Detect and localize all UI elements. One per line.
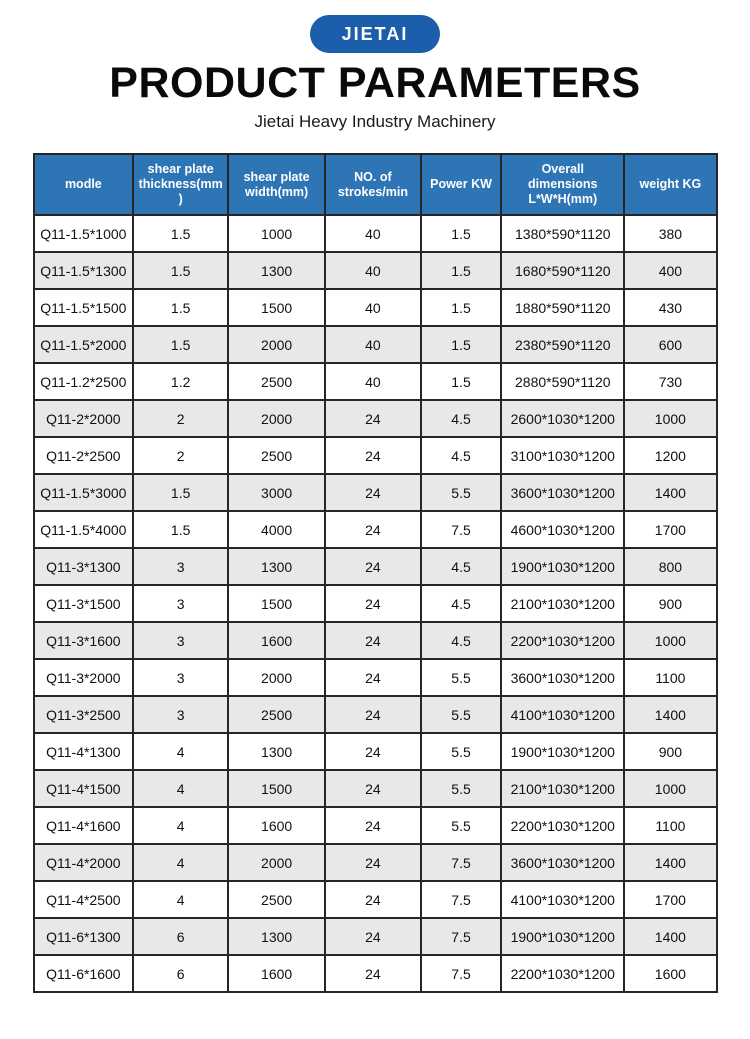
table-cell: 2500 xyxy=(228,696,325,733)
table-cell: 3 xyxy=(133,659,228,696)
page-title: PRODUCT PARAMETERS xyxy=(109,59,641,107)
table-cell: 7.5 xyxy=(421,881,502,918)
table-cell: 1.5 xyxy=(421,252,502,289)
table-cell: 1.5 xyxy=(421,363,502,400)
table-cell: Q11-1.5*4000 xyxy=(34,511,134,548)
table-cell: 24 xyxy=(325,659,421,696)
table-cell: 4.5 xyxy=(421,437,502,474)
table-cell: 1000 xyxy=(624,622,716,659)
table-row xyxy=(34,289,717,326)
table-cell: 1380*590*1120 xyxy=(501,215,624,252)
table-cell: 730 xyxy=(624,363,716,400)
table-cell: 1100 xyxy=(624,659,716,696)
header-cell-3: NO. of strokes/min xyxy=(325,154,421,215)
table-cell: 1.5 xyxy=(133,252,228,289)
table-cell: Q11-4*1300 xyxy=(34,733,134,770)
table-cell: 24 xyxy=(325,622,421,659)
table-cell: 24 xyxy=(325,437,421,474)
table-cell: Q11-4*1500 xyxy=(34,770,134,807)
table-cell: 4.5 xyxy=(421,548,502,585)
table-cell: 24 xyxy=(325,918,421,955)
table-cell: 380 xyxy=(624,215,716,252)
table-cell: Q11-4*2000 xyxy=(34,844,134,881)
table-cell: 1.5 xyxy=(421,215,502,252)
table-cell: 24 xyxy=(325,474,421,511)
table-cell: 600 xyxy=(624,326,716,363)
table-cell: 24 xyxy=(325,807,421,844)
table-cell: 1900*1030*1200 xyxy=(501,918,624,955)
table-cell: 4.5 xyxy=(421,400,502,437)
table-cell: 4100*1030*1200 xyxy=(501,696,624,733)
table-cell: 1200 xyxy=(624,437,716,474)
table-cell: 1.5 xyxy=(133,326,228,363)
table-cell: 4.5 xyxy=(421,622,502,659)
brand-badge xyxy=(310,15,440,53)
table-cell: 430 xyxy=(624,289,716,326)
table-cell: 4 xyxy=(133,807,228,844)
table-cell: 2600*1030*1200 xyxy=(501,400,624,437)
table-cell: 3 xyxy=(133,585,228,622)
table-cell: 2 xyxy=(133,437,228,474)
table-cell: Q11-3*1500 xyxy=(34,585,134,622)
table-cell: 1400 xyxy=(624,696,716,733)
table-cell: 4 xyxy=(133,881,228,918)
table-cell: Q11-3*1600 xyxy=(34,622,134,659)
table-cell: 4600*1030*1200 xyxy=(501,511,624,548)
table-cell: 40 xyxy=(325,252,421,289)
table-cell: 2100*1030*1200 xyxy=(501,585,624,622)
table-cell: Q11-1.5*3000 xyxy=(34,474,134,511)
table-cell: 3 xyxy=(133,548,228,585)
header-cell-0: modle xyxy=(34,154,134,215)
table-body xyxy=(34,215,717,992)
table-cell: 1900*1030*1200 xyxy=(501,733,624,770)
table-row xyxy=(34,955,717,992)
table-cell: 24 xyxy=(325,844,421,881)
table-row xyxy=(34,622,717,659)
table-cell: 3100*1030*1200 xyxy=(501,437,624,474)
table-row xyxy=(34,918,717,955)
table-cell: 3600*1030*1200 xyxy=(501,659,624,696)
table-cell: 40 xyxy=(325,215,421,252)
table-cell: 7.5 xyxy=(421,955,502,992)
table-cell: 900 xyxy=(624,585,716,622)
table-row xyxy=(34,215,717,252)
table-row xyxy=(34,363,717,400)
table-cell: 24 xyxy=(325,881,421,918)
table-cell: 2380*590*1120 xyxy=(501,326,624,363)
table-cell: Q11-3*2500 xyxy=(34,696,134,733)
table-cell: 2000 xyxy=(228,659,325,696)
table-cell: 24 xyxy=(325,511,421,548)
table-cell: 4 xyxy=(133,733,228,770)
table-cell: 24 xyxy=(325,585,421,622)
table-cell: 900 xyxy=(624,733,716,770)
table-header-row xyxy=(34,154,717,215)
parameters-table xyxy=(33,153,718,993)
table-cell: 6 xyxy=(133,955,228,992)
table-cell: 1300 xyxy=(228,548,325,585)
table-cell: 2200*1030*1200 xyxy=(501,622,624,659)
table-cell: 2880*590*1120 xyxy=(501,363,624,400)
table-cell: 5.5 xyxy=(421,770,502,807)
table-cell: 4.5 xyxy=(421,585,502,622)
table-cell: 2500 xyxy=(228,881,325,918)
table-cell: 24 xyxy=(325,696,421,733)
table-cell: 7.5 xyxy=(421,511,502,548)
table-cell: 1100 xyxy=(624,807,716,844)
table-cell: Q11-6*1300 xyxy=(34,918,134,955)
table-cell: 40 xyxy=(325,363,421,400)
table-cell: 5.5 xyxy=(421,733,502,770)
table-row xyxy=(34,807,717,844)
header-cell-5: Overall dimensions L*W*H(mm) xyxy=(501,154,624,215)
table-cell: 1400 xyxy=(624,844,716,881)
table-cell: 1880*590*1120 xyxy=(501,289,624,326)
table-cell: 24 xyxy=(325,770,421,807)
table-cell: Q11-1.2*2500 xyxy=(34,363,134,400)
table-cell: 400 xyxy=(624,252,716,289)
table-cell: 1700 xyxy=(624,511,716,548)
table-cell: 1.5 xyxy=(133,511,228,548)
table-row xyxy=(34,400,717,437)
table-cell: 3600*1030*1200 xyxy=(501,474,624,511)
table-cell: 1400 xyxy=(624,918,716,955)
table-cell: 1600 xyxy=(624,955,716,992)
table-cell: 5.5 xyxy=(421,474,502,511)
table-cell: Q11-1.5*2000 xyxy=(34,326,134,363)
table-row xyxy=(34,733,717,770)
table-cell: Q11-2*2000 xyxy=(34,400,134,437)
table-cell: 1.5 xyxy=(421,289,502,326)
table-cell: 1700 xyxy=(624,881,716,918)
table-cell: 24 xyxy=(325,733,421,770)
table-cell: 1300 xyxy=(228,733,325,770)
table-cell: 5.5 xyxy=(421,696,502,733)
table-cell: 2000 xyxy=(228,844,325,881)
header-cell-2: shear plate width(mm) xyxy=(228,154,325,215)
table-cell: 40 xyxy=(325,289,421,326)
header-cell-1: shear plate thickness(mm) xyxy=(133,154,228,215)
table-cell: 1400 xyxy=(624,474,716,511)
table-cell: Q11-3*2000 xyxy=(34,659,134,696)
table-cell: 2000 xyxy=(228,400,325,437)
table-cell: Q11-1.5*1000 xyxy=(34,215,134,252)
table-cell: 1600 xyxy=(228,807,325,844)
table-cell: Q11-2*2500 xyxy=(34,437,134,474)
table-cell: 4 xyxy=(133,844,228,881)
table-cell: 2100*1030*1200 xyxy=(501,770,624,807)
table-cell: 4000 xyxy=(228,511,325,548)
table-cell: 40 xyxy=(325,326,421,363)
table-cell: 7.5 xyxy=(421,844,502,881)
table-cell: 1500 xyxy=(228,770,325,807)
table-row xyxy=(34,770,717,807)
table-cell: 3600*1030*1200 xyxy=(501,844,624,881)
header-cell-4: Power KW xyxy=(421,154,502,215)
table-cell: 1000 xyxy=(624,770,716,807)
table-cell: 24 xyxy=(325,400,421,437)
table-row xyxy=(34,548,717,585)
table-row xyxy=(34,844,717,881)
table-row xyxy=(34,881,717,918)
table-cell: 1.2 xyxy=(133,363,228,400)
table-cell: Q11-1.5*1300 xyxy=(34,252,134,289)
table-row xyxy=(34,437,717,474)
table-cell: 3000 xyxy=(228,474,325,511)
table-cell: Q11-3*1300 xyxy=(34,548,134,585)
page-subtitle: Jietai Heavy Industry Machinery xyxy=(254,112,496,131)
table-cell: 6 xyxy=(133,918,228,955)
table-cell: 2 xyxy=(133,400,228,437)
table-cell: 2500 xyxy=(228,363,325,400)
table-cell: 2000 xyxy=(228,326,325,363)
table-row xyxy=(34,326,717,363)
table-cell: 800 xyxy=(624,548,716,585)
table-cell: 1600 xyxy=(228,955,325,992)
table-cell: 1300 xyxy=(228,918,325,955)
brand-badge-label: JIETAI xyxy=(341,23,409,44)
table-cell: 1300 xyxy=(228,252,325,289)
table-cell: Q11-6*1600 xyxy=(34,955,134,992)
table-cell: 1500 xyxy=(228,585,325,622)
table-cell: 1000 xyxy=(228,215,325,252)
table-cell: Q11-1.5*1500 xyxy=(34,289,134,326)
table-row xyxy=(34,659,717,696)
table-cell: 2200*1030*1200 xyxy=(501,955,624,992)
table-cell: 1.5 xyxy=(133,215,228,252)
table-cell: 1.5 xyxy=(421,326,502,363)
table-cell: Q11-4*1600 xyxy=(34,807,134,844)
table-cell: 5.5 xyxy=(421,807,502,844)
table-cell: 1600 xyxy=(228,622,325,659)
table-row xyxy=(34,585,717,622)
table-cell: 3 xyxy=(133,696,228,733)
table-row xyxy=(34,252,717,289)
table-cell: 1500 xyxy=(228,289,325,326)
table-row xyxy=(34,474,717,511)
table-cell: 2200*1030*1200 xyxy=(501,807,624,844)
table-row xyxy=(34,696,717,733)
table-cell: 5.5 xyxy=(421,659,502,696)
table-cell: 4100*1030*1200 xyxy=(501,881,624,918)
table-cell: 24 xyxy=(325,955,421,992)
table-cell: Q11-4*2500 xyxy=(34,881,134,918)
table-cell: 7.5 xyxy=(421,918,502,955)
table-cell: 1900*1030*1200 xyxy=(501,548,624,585)
table-cell: 24 xyxy=(325,548,421,585)
table-cell: 1.5 xyxy=(133,289,228,326)
table-cell: 1680*590*1120 xyxy=(501,252,624,289)
table-cell: 1000 xyxy=(624,400,716,437)
table-row xyxy=(34,511,717,548)
table-cell: 4 xyxy=(133,770,228,807)
table-cell: 1.5 xyxy=(133,474,228,511)
table-cell: 3 xyxy=(133,622,228,659)
table-cell: 2500 xyxy=(228,437,325,474)
header-cell-6: weight KG xyxy=(624,154,716,215)
